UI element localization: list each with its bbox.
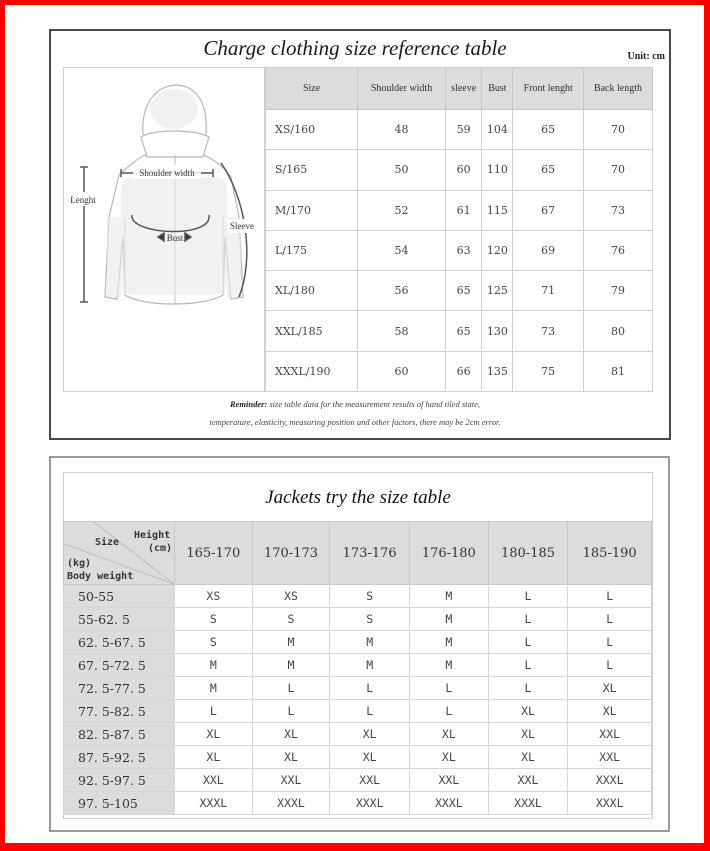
recommended-size-cell: XL	[410, 746, 489, 769]
recommended-size-cell: L	[568, 631, 652, 654]
weight-range-cell: 55-62. 5	[64, 608, 175, 631]
corner-size-label: Size	[95, 537, 120, 548]
height-range-header: 165-170	[175, 522, 253, 585]
measurement-cell: 80	[583, 311, 652, 351]
weight-range-cell: 72. 5-77. 5	[64, 677, 175, 700]
measurement-cell: 70	[583, 150, 652, 190]
recommended-size-cell: XXL	[488, 769, 568, 792]
try-size-table	[63, 521, 652, 815]
reference-table-row	[266, 150, 653, 190]
recommended-size-cell: M	[410, 631, 489, 654]
recommended-size-cell: XL	[330, 746, 410, 769]
recommended-size-cell: M	[410, 654, 489, 677]
try-table-row	[64, 769, 652, 792]
height-range-header: 176-180	[410, 522, 489, 585]
try-table-row	[64, 654, 652, 677]
size-cell: XL/180	[266, 271, 358, 311]
measurement-cell: 73	[583, 190, 652, 230]
size-cell: L/175	[266, 230, 358, 270]
weight-range-cell: 50-55	[64, 585, 175, 608]
corner-height-unit: (cm)	[148, 543, 173, 554]
recommended-size-cell: L	[252, 700, 330, 723]
measurement-cell: 65	[445, 311, 482, 351]
measurement-cell: 58	[358, 311, 446, 351]
measurement-cell: 75	[513, 351, 584, 391]
try-table-row	[64, 585, 652, 608]
recommended-size-cell: L	[568, 585, 652, 608]
shoulder-width-label: Shoulder width	[139, 168, 195, 178]
reminder-line-2: temperature, elasticity, measuring position and other factors, there may be 2cm error.	[209, 417, 501, 427]
recommended-size-cell: XL	[568, 700, 652, 723]
recommended-size-cell: XXL	[252, 769, 330, 792]
size-cell: XXXL/190	[266, 351, 358, 391]
reference-table-row	[266, 110, 653, 150]
recommended-size-cell: M	[252, 654, 330, 677]
jacket-diagram	[63, 67, 265, 392]
reference-table-row	[266, 311, 653, 351]
measurement-cell: 65	[513, 110, 584, 150]
recommended-size-cell: XL	[488, 723, 568, 746]
measurement-cell: 59	[445, 110, 482, 150]
recommended-size-cell: M	[410, 608, 489, 631]
col-header-size: Size	[266, 68, 358, 110]
weight-range-cell: 62. 5-67. 5	[64, 631, 175, 654]
sleeve-label: Sleeve	[230, 221, 254, 231]
try-table-row	[64, 746, 652, 769]
measurement-cell: 104	[482, 110, 513, 150]
reference-table-row	[266, 190, 653, 230]
weight-range-cell: 92. 5-97. 5	[64, 769, 175, 792]
corner-weight-unit: (kg)	[67, 558, 92, 569]
size-cell: M/170	[266, 190, 358, 230]
col-header-bust: Bust	[482, 68, 513, 110]
recommended-size-cell: M	[330, 631, 410, 654]
recommended-size-cell: XL	[175, 723, 253, 746]
recommended-size-cell: S	[330, 608, 410, 631]
measurement-cell: 71	[513, 271, 584, 311]
reference-header-row	[266, 68, 653, 110]
measurement-cell: 110	[482, 150, 513, 190]
recommended-size-cell: XXXL	[568, 769, 652, 792]
try-table-row	[64, 677, 652, 700]
recommended-size-cell: XL	[410, 723, 489, 746]
recommended-size-cell: XS	[175, 585, 253, 608]
recommended-size-cell: S	[175, 608, 253, 631]
measurement-cell: 130	[482, 311, 513, 351]
size-cell: XS/160	[266, 110, 358, 150]
bust-label: Bust	[166, 233, 184, 243]
reference-table-row	[266, 271, 653, 311]
try-table-row	[64, 723, 652, 746]
weight-range-cell: 87. 5-92. 5	[64, 746, 175, 769]
recommended-size-cell: XL	[252, 723, 330, 746]
recommended-size-cell: M	[252, 631, 330, 654]
recommended-size-cell: XXL	[568, 723, 652, 746]
corner-height-label: Height	[134, 530, 171, 541]
recommended-size-cell: L	[488, 654, 568, 677]
corner-header-cell	[64, 522, 175, 585]
col-header-front-length: Front lenght	[513, 68, 584, 110]
recommended-size-cell: S	[175, 631, 253, 654]
size-cell: S/165	[266, 150, 358, 190]
measurement-cell: 70	[583, 110, 652, 150]
recommended-size-cell: S	[330, 585, 410, 608]
measurement-cell: 60	[445, 150, 482, 190]
corner-weight-label: Body weight	[67, 571, 134, 582]
weight-range-cell: 82. 5-87. 5	[64, 723, 175, 746]
try-table-row	[64, 700, 652, 723]
measurement-cell: 54	[358, 230, 446, 270]
measurement-cell: 120	[482, 230, 513, 270]
measurement-cell: 81	[583, 351, 652, 391]
recommended-size-cell: XXXL	[568, 792, 652, 815]
measurement-cell: 65	[445, 271, 482, 311]
reminder-line-1	[0, 399, 710, 409]
reminder-text-1: size table data for the measurement results of hand tiled state,	[267, 399, 481, 409]
reference-size-table	[265, 67, 653, 392]
col-header-shoulder-width: Shoulder width	[358, 68, 446, 110]
measurement-cell: 125	[482, 271, 513, 311]
measurement-cell: 115	[482, 190, 513, 230]
recommended-size-cell: L	[330, 700, 410, 723]
measurement-cell: 135	[482, 351, 513, 391]
recommended-size-cell: XXL	[175, 769, 253, 792]
reference-table-title: Charge clothing size reference table	[203, 36, 507, 60]
size-cell: XXL/185	[266, 311, 358, 351]
measurement-cell: 61	[445, 190, 482, 230]
recommended-size-cell: L	[488, 608, 568, 631]
recommended-size-cell: L	[252, 677, 330, 700]
reference-table-row	[266, 230, 653, 270]
height-range-header: 180-185	[488, 522, 568, 585]
recommended-size-cell: XXL	[410, 769, 489, 792]
recommended-size-cell: L	[568, 654, 652, 677]
length-label: Lenght	[70, 195, 96, 205]
measurement-cell: 50	[358, 150, 446, 190]
unit-label: Unit: cm	[627, 51, 665, 62]
reference-table-row	[266, 351, 653, 391]
weight-range-cell: 67. 5-72. 5	[64, 654, 175, 677]
recommended-size-cell: XXXL	[330, 792, 410, 815]
recommended-size-cell: M	[175, 677, 253, 700]
reminder-label: Reminder:	[229, 399, 268, 409]
height-range-header: 170-173	[252, 522, 330, 585]
measurement-cell: 79	[583, 271, 652, 311]
recommended-size-cell: S	[252, 608, 330, 631]
recommended-size-cell: L	[410, 700, 489, 723]
recommended-size-cell: XL	[175, 746, 253, 769]
measurement-cell: 66	[445, 351, 482, 391]
jacket-sketch-icon	[63, 67, 265, 392]
height-range-header: 173-176	[330, 522, 410, 585]
measurement-cell: 56	[358, 271, 446, 311]
recommended-size-cell: XXL	[568, 746, 652, 769]
measurement-cell: 60	[358, 351, 446, 391]
measurement-cell: 63	[445, 230, 482, 270]
try-size-table-title: Jackets try the size table	[265, 487, 451, 508]
recommended-size-cell: XXL	[330, 769, 410, 792]
recommended-size-cell: XL	[488, 700, 568, 723]
try-table-row	[64, 792, 652, 815]
weight-range-cell: 77. 5-82. 5	[64, 700, 175, 723]
try-table-row	[64, 631, 652, 654]
try-table-row	[64, 608, 652, 631]
measurement-cell: 65	[513, 150, 584, 190]
recommended-size-cell: M	[410, 585, 489, 608]
recommended-size-cell: XXXL	[488, 792, 568, 815]
recommended-size-cell: M	[175, 654, 253, 677]
recommended-size-cell: L	[330, 677, 410, 700]
recommended-size-cell: L	[568, 608, 652, 631]
recommended-size-cell: XS	[252, 585, 330, 608]
recommended-size-cell: XL	[252, 746, 330, 769]
measurement-cell: 67	[513, 190, 584, 230]
height-range-header: 185-190	[568, 522, 652, 585]
recommended-size-cell: XL	[568, 677, 652, 700]
recommended-size-cell: XL	[330, 723, 410, 746]
recommended-size-cell: XXXL	[410, 792, 489, 815]
recommended-size-cell: L	[410, 677, 489, 700]
measurement-cell: 48	[358, 110, 446, 150]
recommended-size-cell: XXXL	[252, 792, 330, 815]
measurement-cell: 73	[513, 311, 584, 351]
recommended-size-cell: XXXL	[175, 792, 253, 815]
weight-range-cell: 97. 5-105	[64, 792, 175, 815]
recommended-size-cell: XL	[488, 746, 568, 769]
recommended-size-cell: M	[330, 654, 410, 677]
recommended-size-cell: L	[488, 631, 568, 654]
recommended-size-cell: L	[488, 585, 568, 608]
measurement-cell: 52	[358, 190, 446, 230]
recommended-size-cell: L	[175, 700, 253, 723]
try-header-row	[64, 522, 652, 585]
measurement-cell: 69	[513, 230, 584, 270]
measurement-cell: 76	[583, 230, 652, 270]
col-header-back-length: Back length	[583, 68, 652, 110]
col-header-sleeve: sleeve	[445, 68, 482, 110]
recommended-size-cell: L	[488, 677, 568, 700]
